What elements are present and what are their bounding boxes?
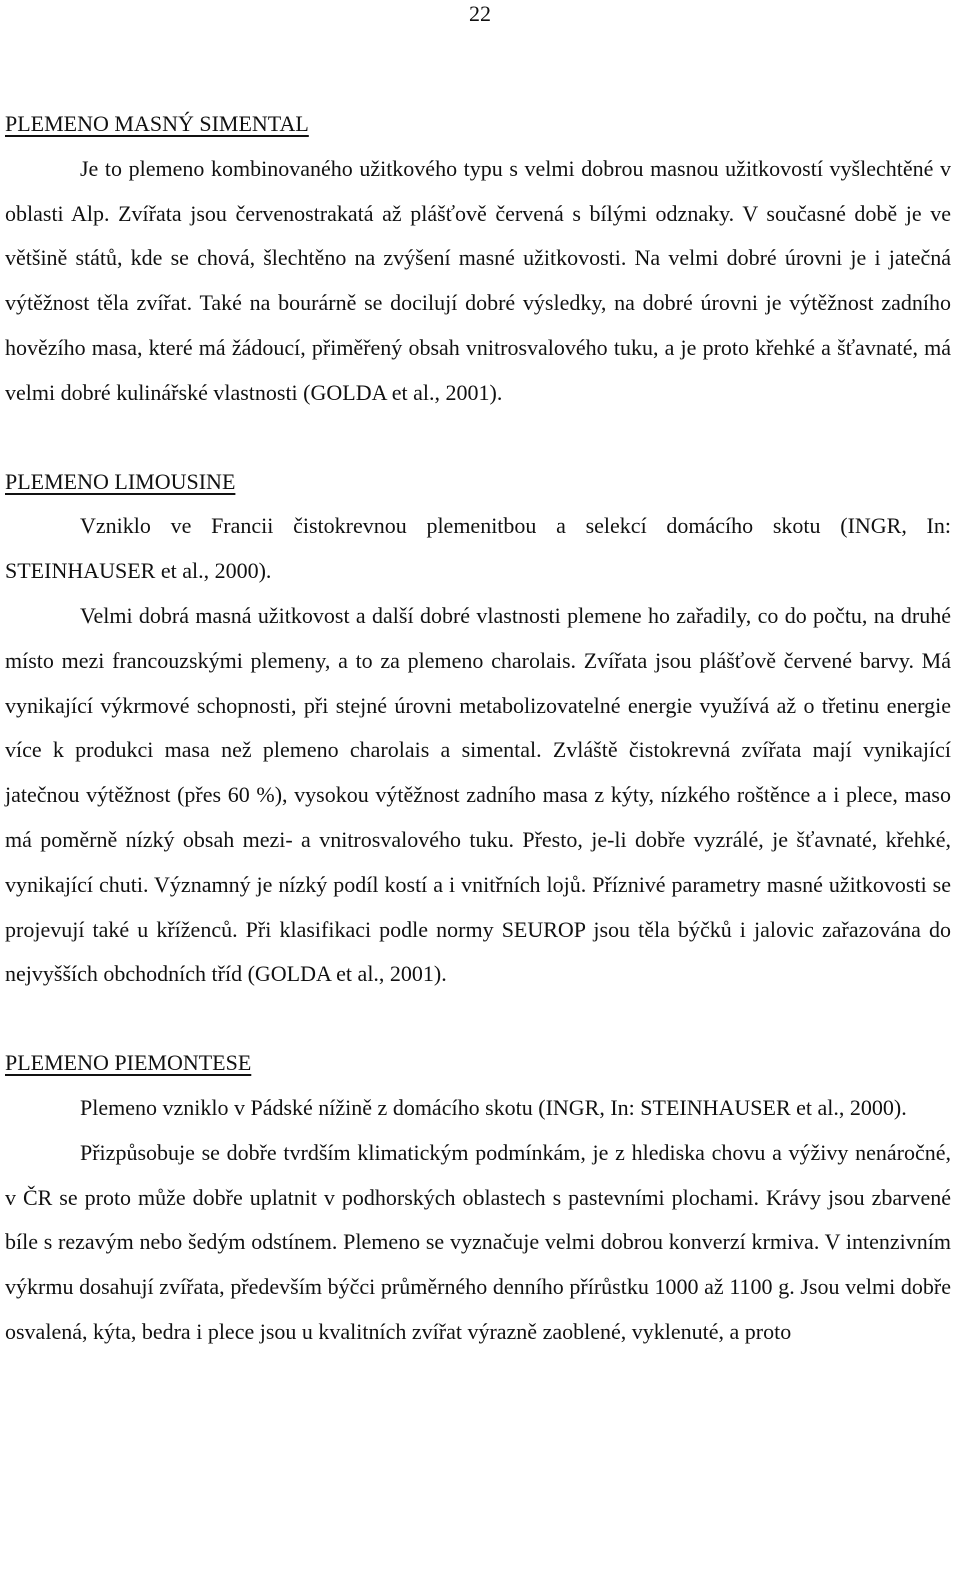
section-limousine <box>5 460 951 998</box>
paragraph: Plemeno vzniklo v Pádské nížině z domácího skotu (INGR, In: STEINHAUSER et al., 2000). <box>80 1094 907 1120</box>
paragraph: Je to plemeno kombinovaného užitkového typu s velmi dobrou masnou užitkovostí vyšlechtěné v oblasti Alp. Zvířata jsou červenostrakatá až plášťově červená s bílými odznaky. V současné době je ve většině států, kde se chová, šlechtěno na zvýšení masné užitkovosti. Na velmi dobré úrovni je i jatečná výtěžnost těla zvířat. Také na bourárně se docilují dobré výsledky, na dobré úrovni je výtěžnost zadního hovězího masa, které má žádoucí, přiměřený obsah vnitrosvalového tuku, a je proto křehké a šťavnaté, má velmi dobré kulinářské vlastnosti (GOLDA et al., 2001). <box>5 155 951 405</box>
section-piemontese <box>5 1041 951 1355</box>
page-number: 22 <box>469 1 491 26</box>
paragraph: Vzniklo ve Francii čistokrevnou plemenitbou a selekcí domácího skotu (INGR, In: STEINHAUSER et al., 2000). <box>5 513 951 584</box>
section-heading: PLEMENO PIEMONTESE <box>5 1050 252 1076</box>
section-heading: PLEMENO MASNÝ SIMENTAL <box>5 111 309 136</box>
paragraph: Velmi dobrá masná užitkovost a další dobré vlastnosti plemene ho zařadily, co do počtu, na druhé místo mezi francouzskými plemeny, a to za plemeno charolais. Zvířata jsou plášťově červené barvy. Má vynikající výkrmové schopnosti, při stejné úrovni metabolizovatelné energie využívá až o třetinu energie více k produkci masa než plemeno charolais a simental. Zvláště čistokrevná zvířata mají vynikající jatečnou výtěžnost (přes 60 %), vysokou výtěžnost zadního masa z kýty, nízkého roštěnce a i plece, maso má poměrně nízký obsah mezi- a vnitrosvalového tuku. Přesto, je-li dobře vyzrálé, je šťavnaté, křehké, vynikající chuti. Významný je nízký podíl kostí a i vnitřních lojů. Příznivé parametry masné užitkovosti se projevují také u kříženců. Při klasifikaci podle normy SEUROP jsou těla býčků i jalovic zařazována do nejvyšších obchodních tříd (GOLDA et al., 2001). <box>5 602 951 987</box>
paragraph: Přizpůsobuje se dobře tvrdším klimatickým podmínkám, je z hlediska chovu a výživy nenáročné, v ČR se proto může dobře uplatnit v podhorských oblastech s pastevními plochami. Krávy jsou zbarvené bíle s rezavým nebo šedým odstínem. Plemeno se vyznačuje velmi dobrou konverzí krmiva. V intenzivním výkrmu dosahují zvířata, především býčci průměrného denního přírůstku 1000 až 1100 g. Jsou velmi dobře osvalená, kýta, bedra i plece jsou u kvalitních zvířat výrazně zaoblené, vyklenuté, a proto <box>5 1139 951 1344</box>
section-spacer <box>5 416 951 460</box>
section-heading: PLEMENO LIMOUSINE <box>5 468 236 494</box>
document-body <box>5 102 951 1355</box>
section-masny-simental <box>5 102 951 416</box>
section-spacer <box>5 997 951 1041</box>
